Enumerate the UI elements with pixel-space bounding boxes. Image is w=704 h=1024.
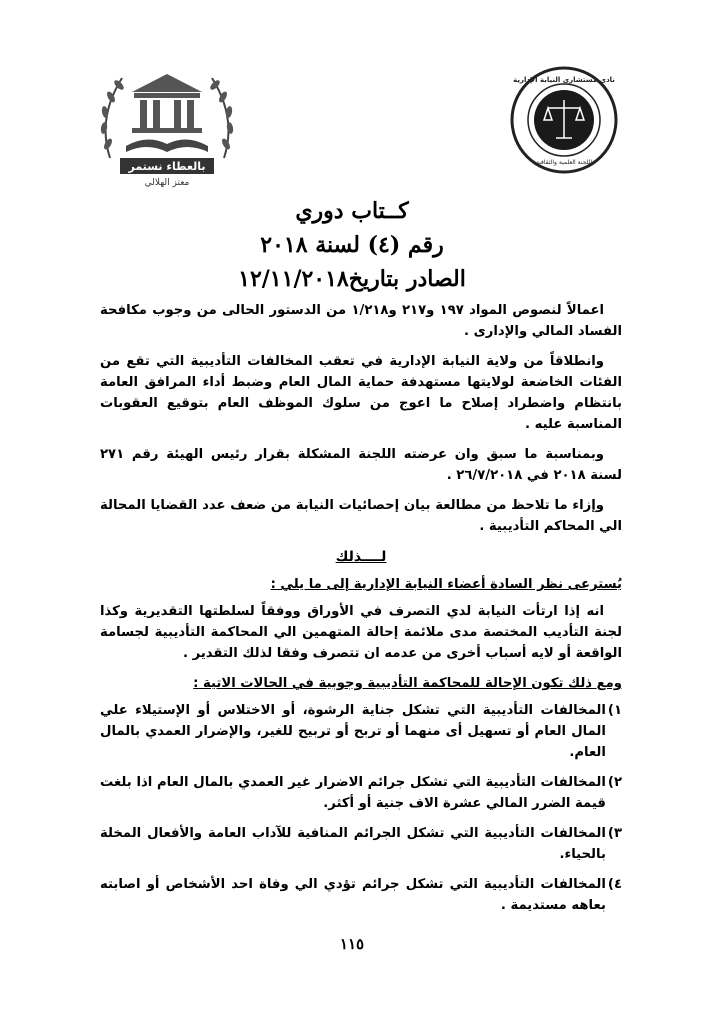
paragraph-7: ومع ذلك تكون الإحالة للمحاكمة التأديبية وجوبية في الحالات الاتية : (193, 676, 622, 691)
list-number: ٣) (607, 826, 622, 841)
seal-top-text: نادي مستشاري النيابة الإدارية (513, 76, 615, 84)
paragraph-2: وانطلاقاً من ولاية النيابة الإدارية في تعقب المخالفات التأديبية التي تقع من الفئات الخاضعة لولايتها مستهدفة حماية المال العام وضبط أداء المرافق العامة بانتظام واضطراد إصلاح ما اعوج من سلوك الموظف العام بتوقيع العقوبات المناسبة عليه . (100, 354, 622, 432)
list-text: المخالفات التأديبية التي تشكل الجرائم المنافية للآداب العامة والأفعال المخلة بالحياء. (100, 826, 606, 862)
seal-bottom-text: اللجنة العلمية والثقافية (535, 159, 593, 166)
paragraph-4: وإزاء ما تلاحظ من مطالعة بيان إحصائيات النيابة من ضعف عدد القضايا المحالة الي المحاكم التأديبية . (100, 498, 622, 534)
courthouse-logo (92, 58, 242, 188)
list-text: المخالفات التأديبية التي تشكل جرائم تؤدي الي وفاة احد الأشخاص أو اصابته بعاهه مستديمة . (100, 877, 606, 913)
page-number: ١١٥ (339, 935, 365, 953)
doc-title: كــتاب دوري (295, 198, 409, 224)
section-heading: لــــذلك (335, 549, 387, 565)
paragraph-5: يُسترعى نظر السادة أعضاء النيابة الإدارية إلى ما يلي : (270, 577, 622, 592)
list-text: المخالفات التأديبية التي تشكل جرائم الاضرار غير العمدي بالمال العام اذا بلغت قيمة الضرر المالي عشرة الاف جنية أو أكثر. (100, 775, 606, 811)
list-number: ٢) (607, 775, 622, 790)
document-body (100, 300, 622, 925)
list-item (100, 874, 622, 916)
list-item (100, 772, 622, 814)
title-block (0, 196, 704, 292)
paragraph-6: انه إذا ارتأت النيابة لدي التصرف في الأوراق ووفقاً لسلطتها التقديرية وكذا لجنة التأديب المختصة مدى ملائمة إحالة المتهمين الي المحاكمة التأديبية لجسامة الواقعة أو لايه أسباب أخرى من عدمه ان تتصرف وفقا لذلك التقدير . (100, 604, 622, 661)
paragraph-3: وبمناسبة ما سبق وان عرضته اللجنة المشكلة بقرار رئيس الهيئة رقم ٢٧١ لسنة ٢٠١٨ في ٢٦/٧/٢٠١٨ . (100, 447, 622, 483)
paragraph-1: اعمالاً لنصوص المواد ١٩٧ و٢١٧ و١/٢١٨ من الدستور الحالى من وجوب مكافحة الفساد المالي والإدارى . (100, 303, 622, 339)
logo-text-1: بالعطاء نستمر (128, 160, 206, 173)
list-item (100, 700, 622, 763)
doc-date: الصادر بتاريخ١٢/١١/٢٠١٨ (238, 266, 466, 292)
logo-text-2: معتز الهلالي (144, 178, 190, 188)
doc-number: رقم (٤) لسنة ٢٠١٨ (260, 232, 444, 258)
list-item (100, 823, 622, 865)
list-number: ١) (607, 703, 622, 718)
list-text: المخالفات التأديبية التي تشكل جناية الرشوة، أو الاختلاس أو الإستيلاء علي المال العام أو تسهيل أى منهما أو تربح أو تربيح للغير، والإضرار العمدي بالمال العام. (100, 703, 606, 760)
club-seal-logo (508, 64, 620, 176)
list-number: ٤) (607, 877, 622, 892)
